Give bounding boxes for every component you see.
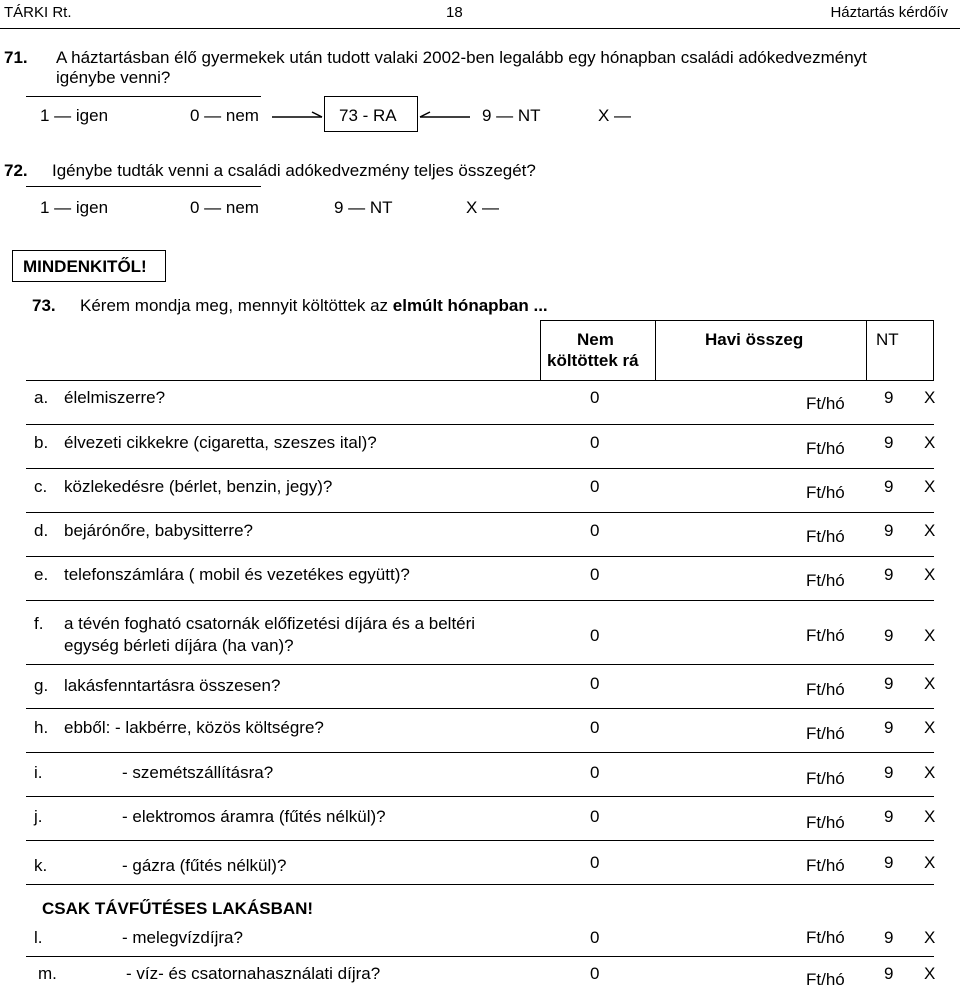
row-unit: Ft/hó — [806, 626, 845, 645]
row-zero: 0 — [590, 477, 600, 496]
row-x: X — [924, 763, 936, 782]
row-divider — [26, 708, 934, 709]
row-text: - elektromos áramra (fűtés nélkül)? — [122, 807, 386, 826]
col-nem-line1: Nem — [577, 330, 614, 349]
row-nt: 9 — [884, 763, 894, 782]
row-x: X — [924, 521, 936, 540]
row-unit: Ft/hó — [806, 970, 845, 989]
row-label: j. — [34, 807, 43, 826]
q72-underline — [26, 186, 261, 187]
row-divider — [26, 752, 934, 753]
row-nt: 9 — [884, 626, 894, 645]
row-label: a. — [34, 388, 49, 407]
row-label: i. — [34, 763, 43, 782]
row-x: X — [924, 964, 936, 983]
row-text: - gázra (fűtés nélkül)? — [122, 856, 287, 875]
q71-option-1: 1 — igen — [40, 106, 109, 125]
q72-number: 72. — [4, 161, 28, 180]
row-divider — [26, 468, 934, 469]
row-text: - melegvízdíjra? — [122, 928, 243, 947]
redirect-label: 73 - RA — [339, 106, 397, 125]
row-unit: Ft/hó — [806, 928, 845, 947]
col-havi-osszeg: Havi összeg — [705, 330, 804, 349]
q73-text-bold: elmúlt hónapban ... — [392, 296, 548, 315]
row-divider — [26, 956, 934, 957]
row-divider — [26, 884, 934, 885]
q72-option-9: 9 — NT — [334, 198, 393, 217]
row-nt: 9 — [884, 477, 894, 496]
row-nt: 9 — [884, 521, 894, 540]
row-unit: Ft/hó — [806, 813, 845, 832]
arrow-right-icon — [272, 112, 324, 124]
row-nt: 9 — [884, 674, 894, 693]
q72-text: Igénybe tudták venni a családi adókedvezmény teljes összegét? — [52, 161, 536, 180]
row-nt: 9 — [884, 807, 894, 826]
row-zero: 0 — [590, 853, 600, 872]
row-nt: 9 — [884, 718, 894, 737]
row-nt: 9 — [884, 964, 894, 983]
row-x: X — [924, 853, 936, 872]
row-divider — [26, 600, 934, 601]
row-text: telefonszámlára ( mobil és vezetékes együtt)? — [64, 565, 410, 584]
row-nt: 9 — [884, 853, 894, 872]
row-zero: 0 — [590, 718, 600, 737]
page-number: 18 — [446, 4, 463, 21]
column-divider-2 — [866, 320, 867, 380]
row-text: közlekedésre (bérlet, benzin, jegy)? — [64, 477, 333, 496]
row-x: X — [924, 674, 936, 693]
q72-option-1: 1 — igen — [40, 198, 109, 217]
row-unit: Ft/hó — [806, 680, 845, 699]
row-label: h. — [34, 718, 49, 737]
row-nt: 9 — [884, 565, 894, 584]
header-right: Háztartás kérdőív — [830, 4, 948, 21]
q71-text-line1: A háztartásban élő gyermekek után tudott valaki 2002-ben legalább egy hónapban családi adókedvezményt — [56, 48, 867, 67]
row-unit: Ft/hó — [806, 856, 845, 875]
row-divider — [26, 512, 934, 513]
csak-tavfuteses-note: CSAK TÁVFŰTÉSES LAKÁSBAN! — [42, 899, 314, 918]
row-zero: 0 — [590, 763, 600, 782]
q71-underline — [26, 96, 261, 97]
row-nt: 9 — [884, 388, 894, 407]
row-x: X — [924, 928, 936, 947]
row-label: l. — [34, 928, 43, 947]
row-x: X — [924, 388, 936, 407]
q71-text-line2: igénybe venni? — [56, 68, 171, 87]
row-zero: 0 — [590, 674, 600, 693]
col-nem-line2: költöttek rá — [547, 351, 639, 370]
row-zero: 0 — [590, 433, 600, 452]
q73-text — [80, 296, 548, 316]
row-divider — [26, 556, 934, 557]
header-left: TÁRKI Rt. — [4, 4, 72, 21]
mindenkitol-box — [12, 250, 166, 282]
row-zero: 0 — [590, 521, 600, 540]
q71-option-x: X — — [598, 106, 632, 125]
q72-option-x: X — — [466, 198, 500, 217]
q71-option-9: 9 — NT — [482, 106, 541, 125]
row-zero: 0 — [590, 626, 600, 645]
row-divider — [26, 840, 934, 841]
q73-number: 73. — [32, 296, 56, 315]
row-label: k. — [34, 856, 48, 875]
row-label: c. — [34, 477, 48, 496]
row-zero: 0 — [590, 388, 600, 407]
row-zero: 0 — [590, 807, 600, 826]
row-x: X — [924, 807, 936, 826]
column-divider-1 — [655, 320, 656, 380]
header-divider — [0, 28, 960, 29]
row-label: d. — [34, 521, 49, 540]
q71-option-0: 0 — nem — [190, 106, 259, 125]
row-text: élvezeti cikkekre (cigaretta, szeszes ital)? — [64, 433, 377, 452]
row-x: X — [924, 477, 936, 496]
row-label: m. — [38, 964, 57, 983]
row-text: - víz- és csatornahasználati díjra? — [126, 964, 381, 983]
row-nt: 9 — [884, 433, 894, 452]
row-unit: Ft/hó — [806, 483, 845, 502]
row-unit: Ft/hó — [806, 439, 845, 458]
row-text: lakásfenntartásra összesen? — [64, 676, 281, 695]
row-text: - szemétszállításra? — [122, 763, 274, 782]
row-label: f. — [34, 614, 44, 633]
arrow-left-icon — [418, 112, 470, 124]
row-zero: 0 — [590, 964, 600, 983]
row-divider — [26, 424, 934, 425]
row-unit: Ft/hó — [806, 724, 845, 743]
row-nt: 9 — [884, 928, 894, 947]
row-text-line2: egység bérleti díjára (ha van)? — [64, 636, 294, 655]
row-x: X — [924, 626, 936, 645]
row-unit: Ft/hó — [806, 394, 845, 413]
q71-number: 71. — [4, 48, 28, 67]
row-x: X — [924, 565, 936, 584]
row-text: a tévén fogható csatornák előfizetési díjára és a beltéri — [64, 614, 476, 633]
col-nt: NT — [876, 330, 899, 349]
q73-text-plain: Kérem mondja meg, mennyit költöttek az — [80, 296, 389, 315]
row-unit: Ft/hó — [806, 527, 845, 546]
row-text: élelmiszerre? — [64, 388, 166, 407]
q72-option-0: 0 — nem — [190, 198, 259, 217]
row-x: X — [924, 433, 936, 452]
row-x: X — [924, 718, 936, 737]
row-label: e. — [34, 565, 49, 584]
row-divider — [26, 796, 934, 797]
row-unit: Ft/hó — [806, 571, 845, 590]
row-text: ebből: - lakbérre, közös költségre? — [64, 718, 324, 737]
row-zero: 0 — [590, 928, 600, 947]
row-label: g. — [34, 676, 49, 695]
row-unit: Ft/hó — [806, 769, 845, 788]
row-divider — [26, 664, 934, 665]
row-text: bejárónőre, babysitterre? — [64, 521, 254, 540]
mindenkitol-label: MINDENKITŐL! — [23, 257, 147, 276]
redirect-box — [324, 96, 418, 132]
row-divider — [26, 380, 934, 381]
row-zero: 0 — [590, 565, 600, 584]
row-label: b. — [34, 433, 49, 452]
